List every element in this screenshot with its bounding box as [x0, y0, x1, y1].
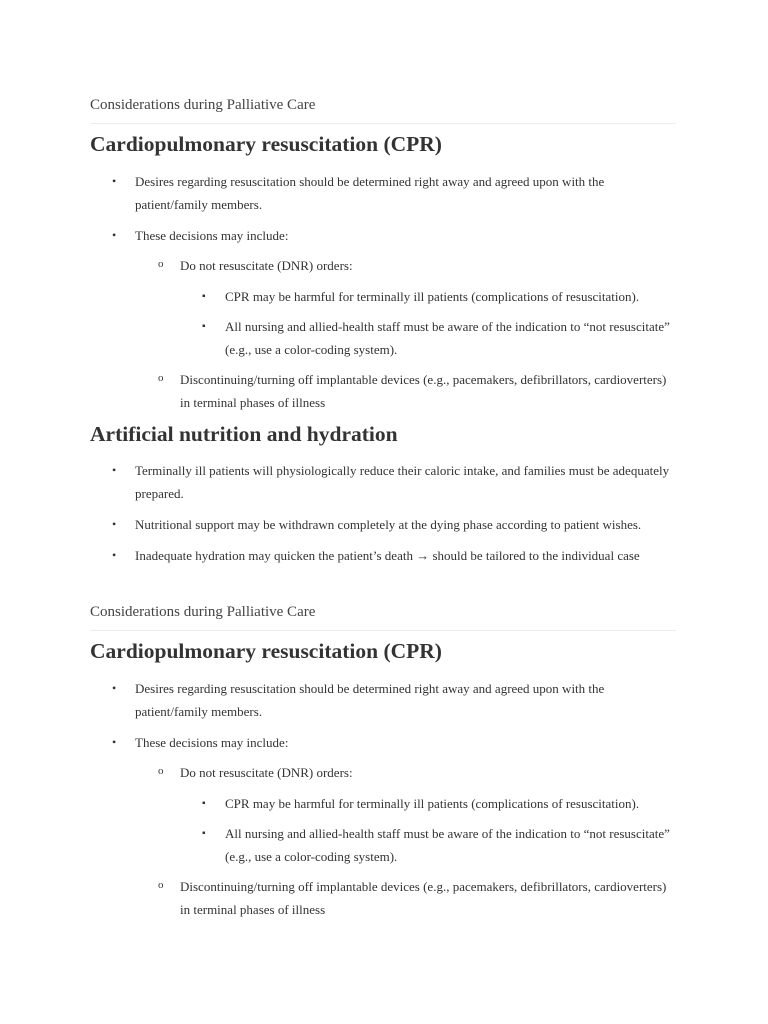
dnr-item-harmful: CPR may be harmful for terminally ill patients (complications of resuscitation). [225, 796, 640, 811]
dnr-item-harmful: CPR may be harmful for terminally ill patients (complications of resuscitation). [225, 289, 640, 304]
dnr-sublist [180, 792, 676, 868]
list-item [90, 170, 676, 216]
cpr-list [90, 677, 676, 921]
list-item [180, 822, 676, 868]
nutritional-support-text: Nutritional support may be withdrawn completely at the dying phase according to patient wishes. [135, 517, 642, 532]
list-item [135, 875, 676, 921]
palliative-care-section-2 [90, 602, 676, 928]
palliative-care-section-1 [90, 95, 676, 421]
caloric-intake-text: Terminally ill patients will physiologically reduce their caloric intake, and families must be adequately prepared. [135, 463, 670, 501]
list-item [135, 761, 676, 868]
list-item [90, 513, 676, 536]
section-label: Considerations during Palliative Care [90, 602, 676, 631]
cpr-heading: Cardiopulmonary resuscitation (CPR) [90, 132, 442, 156]
decisions-sublist [135, 254, 676, 414]
section-label: Considerations during Palliative Care [90, 95, 676, 124]
decisions-sublist [135, 761, 676, 921]
cpr-desires-text: Desires regarding resuscitation should be determined right away and agreed upon with the patient/family members. [135, 174, 605, 212]
list-item [90, 731, 676, 921]
devices-text: Discontinuing/turning off implantable devices (e.g., pacemakers, defibrillators, cardioverters) in terminal phases of illness [180, 879, 667, 917]
dnr-text: Do not resuscitate (DNR) orders: [180, 765, 353, 780]
list-item [90, 459, 676, 505]
list-item [90, 224, 676, 414]
dnr-item-staff: All nursing and allied-health staff must be aware of the indication to “not resuscitate” (e.g., use a color-coding system). [225, 826, 670, 864]
devices-text: Discontinuing/turning off implantable devices (e.g., pacemakers, defibrillators, cardioverters) in terminal phases of illness [180, 372, 667, 410]
nutrition-heading: Artificial nutrition and hydration [90, 422, 398, 446]
dnr-sublist [180, 285, 676, 361]
list-item [90, 677, 676, 723]
cpr-decisions-text: These decisions may include: [135, 735, 289, 750]
cpr-decisions-text: These decisions may include: [135, 228, 289, 243]
list-item [135, 254, 676, 361]
list-item [180, 792, 676, 815]
cpr-list [90, 170, 676, 414]
hydration-text: Inadequate hydration may quicken the patient’s death → should be tailored to the individual case [135, 548, 640, 563]
list-item [135, 368, 676, 414]
cpr-heading: Cardiopulmonary resuscitation (CPR) [90, 639, 442, 663]
list-item [90, 544, 676, 567]
cpr-desires-text: Desires regarding resuscitation should be determined right away and agreed upon with the patient/family members. [135, 681, 605, 719]
nutrition-list [90, 459, 676, 567]
dnr-item-staff: All nursing and allied-health staff must be aware of the indication to “not resuscitate” (e.g., use a color-coding system). [225, 319, 670, 357]
nutrition-section [90, 420, 676, 567]
list-item [180, 285, 676, 308]
list-item [180, 315, 676, 361]
dnr-text: Do not resuscitate (DNR) orders: [180, 258, 353, 273]
